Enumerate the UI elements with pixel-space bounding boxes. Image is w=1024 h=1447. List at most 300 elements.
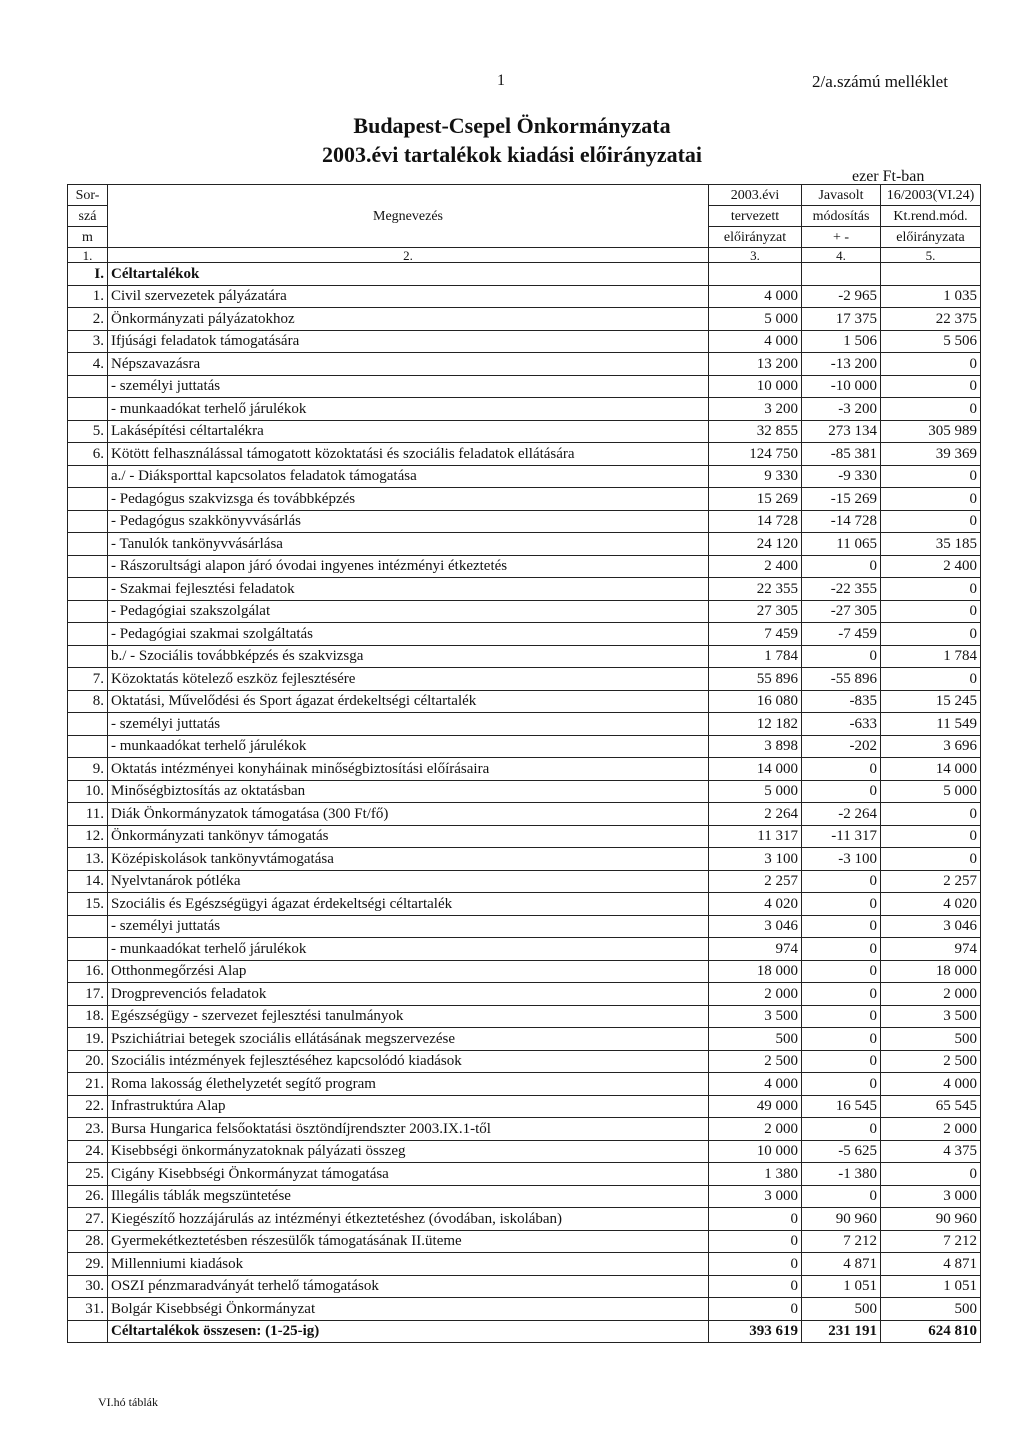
header-row <box>68 185 981 206</box>
header-change: módosítás <box>802 206 881 227</box>
row-number: 24. <box>68 1140 108 1163</box>
row-number: 29. <box>68 1253 108 1276</box>
empty-cell <box>881 263 981 286</box>
row-label: Drogprevenciós feladatok <box>108 983 709 1006</box>
footer-note: VI.hó táblák <box>98 1395 158 1409</box>
row-change: 0 <box>802 870 881 893</box>
row-planned: 4 000 <box>709 1073 802 1096</box>
header-final: 16/2003(VI.24) <box>881 185 981 206</box>
row-planned: 32 855 <box>709 420 802 443</box>
row-label: Bolgár Kisebbségi Önkormányzat <box>108 1298 709 1321</box>
row-change: -9 330 <box>802 465 881 488</box>
row-number <box>68 510 108 533</box>
row-change: -55 896 <box>802 668 881 691</box>
table-row <box>68 555 981 578</box>
row-number: 3. <box>68 330 108 353</box>
row-final: 974 <box>881 938 981 961</box>
table-row <box>68 1050 981 1073</box>
row-number <box>68 713 108 736</box>
row-final: 15 245 <box>881 690 981 713</box>
row-number: 21. <box>68 1073 108 1096</box>
row-label: Oktatási, Művelődési és Sport ágazat érdekeltségi céltartalék <box>108 690 709 713</box>
section-row <box>68 263 981 286</box>
row-planned: 0 <box>709 1275 802 1298</box>
row-change: -3 200 <box>802 398 881 421</box>
row-number: 31. <box>68 1298 108 1321</box>
row-label: Civil szervezetek pályázatára <box>108 285 709 308</box>
row-change: 500 <box>802 1298 881 1321</box>
table-row <box>68 668 981 691</box>
row-final: 7 212 <box>881 1230 981 1253</box>
row-change: -202 <box>802 735 881 758</box>
column-number-row <box>68 248 981 263</box>
row-label: - Pedagógiai szakmai szolgáltatás <box>108 623 709 646</box>
table-row <box>68 870 981 893</box>
table-row <box>68 1118 981 1141</box>
row-change: -11 317 <box>802 825 881 848</box>
total-change: 231 191 <box>802 1320 881 1343</box>
row-final: 0 <box>881 488 981 511</box>
row-final: 0 <box>881 623 981 646</box>
row-number: 22. <box>68 1095 108 1118</box>
row-planned: 2 000 <box>709 983 802 1006</box>
table-row <box>68 1163 981 1186</box>
row-planned: 5 000 <box>709 780 802 803</box>
table-row <box>68 690 981 713</box>
row-number: 23. <box>68 1118 108 1141</box>
table-row <box>68 1275 981 1298</box>
row-planned: 3 000 <box>709 1185 802 1208</box>
row-label: Szociális intézmények fejlesztéséhez kapcsolódó kiadások <box>108 1050 709 1073</box>
row-change: 0 <box>802 1073 881 1096</box>
table-row <box>68 510 981 533</box>
row-final: 90 960 <box>881 1208 981 1231</box>
row-final: 2 400 <box>881 555 981 578</box>
row-label: OSZI pénzmaradványát terhelő támogatások <box>108 1275 709 1298</box>
row-planned: 0 <box>709 1253 802 1276</box>
table-row <box>68 1028 981 1051</box>
section-label: Céltartalékok <box>108 263 709 286</box>
row-number <box>68 465 108 488</box>
row-final: 5 000 <box>881 780 981 803</box>
row-planned: 22 355 <box>709 578 802 601</box>
row-label: Kisebbségi önkormányzatoknak pályázati összeg <box>108 1140 709 1163</box>
row-final: 4 000 <box>881 1073 981 1096</box>
row-planned: 4 000 <box>709 285 802 308</box>
row-label: Ifjúsági feladatok támogatására <box>108 330 709 353</box>
row-label: - Pedagógus szakvizsga és továbbképzés <box>108 488 709 511</box>
row-number: 28. <box>68 1230 108 1253</box>
row-label: Infrastruktúra Alap <box>108 1095 709 1118</box>
row-label: - személyi juttatás <box>108 915 709 938</box>
row-label: - személyi juttatás <box>108 375 709 398</box>
row-label: - Szakmai fejlesztési feladatok <box>108 578 709 601</box>
row-planned: 2 000 <box>709 1118 802 1141</box>
row-label: Cigány Kisebbségi Önkormányzat támogatása <box>108 1163 709 1186</box>
row-label: Önkormányzati pályázatokhoz <box>108 308 709 331</box>
budget-table <box>67 184 981 1343</box>
table-row <box>68 488 981 511</box>
row-final: 18 000 <box>881 960 981 983</box>
row-number <box>68 398 108 421</box>
row-change: -10 000 <box>802 375 881 398</box>
row-label: Gyermekétkeztetésben részesülők támogatásának II.üteme <box>108 1230 709 1253</box>
header-change: + - <box>802 227 881 248</box>
row-number <box>68 600 108 623</box>
row-planned: 2 500 <box>709 1050 802 1073</box>
row-number <box>68 735 108 758</box>
table-row <box>68 645 981 668</box>
row-label: Népszavazásra <box>108 353 709 376</box>
row-change: -14 728 <box>802 510 881 533</box>
row-final: 2 000 <box>881 983 981 1006</box>
empty-cell <box>68 1320 108 1343</box>
row-final: 0 <box>881 825 981 848</box>
row-planned: 55 896 <box>709 668 802 691</box>
table-row <box>68 465 981 488</box>
section-number: I. <box>68 263 108 286</box>
row-number: 6. <box>68 443 108 466</box>
row-number: 10. <box>68 780 108 803</box>
table-row <box>68 983 981 1006</box>
table-row <box>68 915 981 938</box>
table-row <box>68 1073 981 1096</box>
row-planned: 4 000 <box>709 330 802 353</box>
row-final: 39 369 <box>881 443 981 466</box>
header-sorszam: szá <box>68 206 108 227</box>
row-number <box>68 533 108 556</box>
table-row <box>68 1298 981 1321</box>
row-label: Egészségügy - szervezet fejlesztési tanulmányok <box>108 1005 709 1028</box>
table-row <box>68 353 981 376</box>
row-change: 16 545 <box>802 1095 881 1118</box>
row-number <box>68 645 108 668</box>
row-change: 0 <box>802 915 881 938</box>
row-label: Középiskolások tankönyvtámogatása <box>108 848 709 871</box>
table-row <box>68 308 981 331</box>
table-row <box>68 1208 981 1231</box>
header-planned: tervezett <box>709 206 802 227</box>
page-number: 1 <box>497 72 505 89</box>
row-final: 2 500 <box>881 1050 981 1073</box>
row-final: 0 <box>881 353 981 376</box>
row-planned: 0 <box>709 1230 802 1253</box>
row-number: 7. <box>68 668 108 691</box>
row-change: 0 <box>802 555 881 578</box>
row-final: 0 <box>881 510 981 533</box>
table-row <box>68 735 981 758</box>
row-change: -7 459 <box>802 623 881 646</box>
table-row <box>68 443 981 466</box>
row-label: Pszichiátriai betegek szociális ellátásának megszervezése <box>108 1028 709 1051</box>
row-number <box>68 915 108 938</box>
row-change: -15 269 <box>802 488 881 511</box>
row-change: 7 212 <box>802 1230 881 1253</box>
row-label: Roma lakosság élethelyzetét segítő program <box>108 1073 709 1096</box>
row-final: 1 035 <box>881 285 981 308</box>
column-number: 5. <box>881 248 981 263</box>
row-label: - Pedagógus szakkönyvvásárlás <box>108 510 709 533</box>
row-planned: 14 728 <box>709 510 802 533</box>
row-label: Otthonmegőrzési Alap <box>108 960 709 983</box>
row-number: 4. <box>68 353 108 376</box>
row-final: 0 <box>881 465 981 488</box>
row-change: 0 <box>802 1118 881 1141</box>
row-final: 0 <box>881 848 981 871</box>
table-row <box>68 1230 981 1253</box>
row-number: 8. <box>68 690 108 713</box>
row-number: 2. <box>68 308 108 331</box>
column-number: 2. <box>108 248 709 263</box>
row-final: 500 <box>881 1028 981 1051</box>
row-final: 35 185 <box>881 533 981 556</box>
row-planned: 18 000 <box>709 960 802 983</box>
row-change: 0 <box>802 1050 881 1073</box>
row-planned: 1 380 <box>709 1163 802 1186</box>
table-row <box>68 578 981 601</box>
row-planned: 14 000 <box>709 758 802 781</box>
row-planned: 16 080 <box>709 690 802 713</box>
row-final: 14 000 <box>881 758 981 781</box>
row-change: 0 <box>802 1185 881 1208</box>
row-label: - munkaadókat terhelő járulékok <box>108 938 709 961</box>
empty-cell <box>802 263 881 286</box>
row-planned: 4 020 <box>709 893 802 916</box>
row-change: -1 380 <box>802 1163 881 1186</box>
unit-label: ezer Ft-ban <box>852 168 925 185</box>
row-final: 1 051 <box>881 1275 981 1298</box>
header-planned: előirányzat <box>709 227 802 248</box>
row-change: -2 264 <box>802 803 881 826</box>
row-number: 20. <box>68 1050 108 1073</box>
row-final: 0 <box>881 578 981 601</box>
row-number: 19. <box>68 1028 108 1051</box>
row-planned: 3 898 <box>709 735 802 758</box>
row-change: 0 <box>802 960 881 983</box>
row-label: Diák Önkormányzatok támogatása (300 Ft/fő) <box>108 803 709 826</box>
row-planned: 974 <box>709 938 802 961</box>
document-title: Budapest-Csepel Önkormányzata <box>353 113 671 138</box>
total-planned: 393 619 <box>709 1320 802 1343</box>
row-final: 5 506 <box>881 330 981 353</box>
row-planned: 9 330 <box>709 465 802 488</box>
row-planned: 0 <box>709 1208 802 1231</box>
row-number <box>68 555 108 578</box>
row-final: 0 <box>881 398 981 421</box>
column-number: 4. <box>802 248 881 263</box>
row-planned: 15 269 <box>709 488 802 511</box>
row-label: Lakásépítési céltartalékra <box>108 420 709 443</box>
row-final: 4 871 <box>881 1253 981 1276</box>
row-change: 0 <box>802 1005 881 1028</box>
row-final: 500 <box>881 1298 981 1321</box>
row-label: Kiegészítő hozzájárulás az intézményi étkeztetéshez (óvodában, iskolában) <box>108 1208 709 1231</box>
row-planned: 7 459 <box>709 623 802 646</box>
row-planned: 1 784 <box>709 645 802 668</box>
row-final: 0 <box>881 803 981 826</box>
row-label: - Tanulók tankönyvvásárlása <box>108 533 709 556</box>
row-planned: 13 200 <box>709 353 802 376</box>
total-row <box>68 1320 981 1343</box>
row-final: 11 549 <box>881 713 981 736</box>
row-final: 4 020 <box>881 893 981 916</box>
row-label: Illegális táblák megszüntetése <box>108 1185 709 1208</box>
row-change: -5 625 <box>802 1140 881 1163</box>
table-row <box>68 938 981 961</box>
row-change: -13 200 <box>802 353 881 376</box>
row-number <box>68 623 108 646</box>
row-label: Közoktatás kötelező eszköz fejlesztésére <box>108 668 709 691</box>
table-row <box>68 758 981 781</box>
row-label: - munkaadókat terhelő járulékok <box>108 398 709 421</box>
row-change: -3 100 <box>802 848 881 871</box>
empty-cell <box>709 263 802 286</box>
table-row <box>68 825 981 848</box>
row-label: Szociális és Egészségügyi ágazat érdekeltségi céltartalék <box>108 893 709 916</box>
row-change: 0 <box>802 983 881 1006</box>
row-final: 22 375 <box>881 308 981 331</box>
row-number: 17. <box>68 983 108 1006</box>
row-planned: 2 264 <box>709 803 802 826</box>
table-row <box>68 893 981 916</box>
row-number <box>68 375 108 398</box>
row-change: 0 <box>802 780 881 803</box>
table-row <box>68 1140 981 1163</box>
table-row <box>68 1005 981 1028</box>
total-label: Céltartalékok összesen: (1-25-ig) <box>108 1320 709 1343</box>
row-planned: 500 <box>709 1028 802 1051</box>
row-label: Önkormányzati tankönyv támogatás <box>108 825 709 848</box>
document-subtitle: 2003.évi tartalékok kiadási előirányzatai <box>321 142 703 167</box>
annex-label: 2/a.számú melléklet <box>812 72 948 91</box>
table-row <box>68 533 981 556</box>
header-final: előirányzata <box>881 227 981 248</box>
row-change: -27 305 <box>802 600 881 623</box>
row-change: 0 <box>802 645 881 668</box>
table-row <box>68 803 981 826</box>
row-planned: 3 100 <box>709 848 802 871</box>
table-row <box>68 420 981 443</box>
row-number: 16. <box>68 960 108 983</box>
table-row <box>68 1185 981 1208</box>
row-change: -835 <box>802 690 881 713</box>
row-planned: 124 750 <box>709 443 802 466</box>
row-planned: 10 000 <box>709 375 802 398</box>
column-number: 3. <box>709 248 802 263</box>
row-label: Kötött felhasználással támogatott közoktatási és szociális feladatok ellátására <box>108 443 709 466</box>
total-final: 624 810 <box>881 1320 981 1343</box>
row-number <box>68 578 108 601</box>
row-planned: 12 182 <box>709 713 802 736</box>
row-label: - Pedagógiai szakszolgálat <box>108 600 709 623</box>
row-change: 17 375 <box>802 308 881 331</box>
row-number: 9. <box>68 758 108 781</box>
row-number: 12. <box>68 825 108 848</box>
row-change: 0 <box>802 1028 881 1051</box>
table-row <box>68 780 981 803</box>
header-change: Javasolt <box>802 185 881 206</box>
row-final: 0 <box>881 1163 981 1186</box>
row-final: 1 784 <box>881 645 981 668</box>
row-final: 0 <box>881 668 981 691</box>
row-final: 2 000 <box>881 1118 981 1141</box>
row-planned: 3 046 <box>709 915 802 938</box>
row-final: 305 989 <box>881 420 981 443</box>
row-change: -85 381 <box>802 443 881 466</box>
table-row <box>68 285 981 308</box>
row-number: 30. <box>68 1275 108 1298</box>
table-row <box>68 848 981 871</box>
row-change: 1 506 <box>802 330 881 353</box>
header-final: Kt.rend.mód. <box>881 206 981 227</box>
row-change: 4 871 <box>802 1253 881 1276</box>
row-final: 0 <box>881 375 981 398</box>
table-row <box>68 623 981 646</box>
row-number: 27. <box>68 1208 108 1231</box>
row-label: Oktatás intézményei konyháinak minőségbiztosítási előírásaira <box>108 758 709 781</box>
table-row <box>68 1253 981 1276</box>
row-planned: 24 120 <box>709 533 802 556</box>
table-row <box>68 960 981 983</box>
row-change: -2 965 <box>802 285 881 308</box>
column-number: 1. <box>68 248 108 263</box>
row-label: Minőségbiztosítás az oktatásban <box>108 780 709 803</box>
table-row <box>68 600 981 623</box>
row-change: 1 051 <box>802 1275 881 1298</box>
header-planned: 2003.évi <box>709 185 802 206</box>
row-label: Millenniumi kiadások <box>108 1253 709 1276</box>
row-number: 25. <box>68 1163 108 1186</box>
row-label: Nyelvtanárok pótléka <box>108 870 709 893</box>
row-planned: 11 317 <box>709 825 802 848</box>
row-planned: 49 000 <box>709 1095 802 1118</box>
row-final: 3 000 <box>881 1185 981 1208</box>
row-number: 15. <box>68 893 108 916</box>
table-row <box>68 330 981 353</box>
row-final: 3 500 <box>881 1005 981 1028</box>
row-label: b./ - Szociális továbbképzés és szakvizsga <box>108 645 709 668</box>
row-final: 65 545 <box>881 1095 981 1118</box>
row-number: 26. <box>68 1185 108 1208</box>
header-sorszam: m <box>68 227 108 248</box>
row-label: Bursa Hungarica felsőoktatási ösztöndíjrendszter 2003.IX.1-től <box>108 1118 709 1141</box>
row-label: - személyi juttatás <box>108 713 709 736</box>
table-row <box>68 713 981 736</box>
row-change: -633 <box>802 713 881 736</box>
table-row <box>68 398 981 421</box>
row-planned: 2 257 <box>709 870 802 893</box>
row-change: 11 065 <box>802 533 881 556</box>
row-planned: 3 500 <box>709 1005 802 1028</box>
row-final: 4 375 <box>881 1140 981 1163</box>
header-megnevezes: Megnevezés <box>108 185 709 248</box>
row-planned: 3 200 <box>709 398 802 421</box>
row-planned: 27 305 <box>709 600 802 623</box>
row-planned: 10 000 <box>709 1140 802 1163</box>
row-final: 3 046 <box>881 915 981 938</box>
table-row <box>68 375 981 398</box>
table-row <box>68 1095 981 1118</box>
row-final: 2 257 <box>881 870 981 893</box>
row-number: 11. <box>68 803 108 826</box>
row-label: - Rászorultsági alapon járó óvodai ingyenes intézményi étkeztetés <box>108 555 709 578</box>
row-planned: 5 000 <box>709 308 802 331</box>
row-final: 3 696 <box>881 735 981 758</box>
row-label: - munkaadókat terhelő járulékok <box>108 735 709 758</box>
row-change: 0 <box>802 938 881 961</box>
row-change: 273 134 <box>802 420 881 443</box>
row-number: 13. <box>68 848 108 871</box>
